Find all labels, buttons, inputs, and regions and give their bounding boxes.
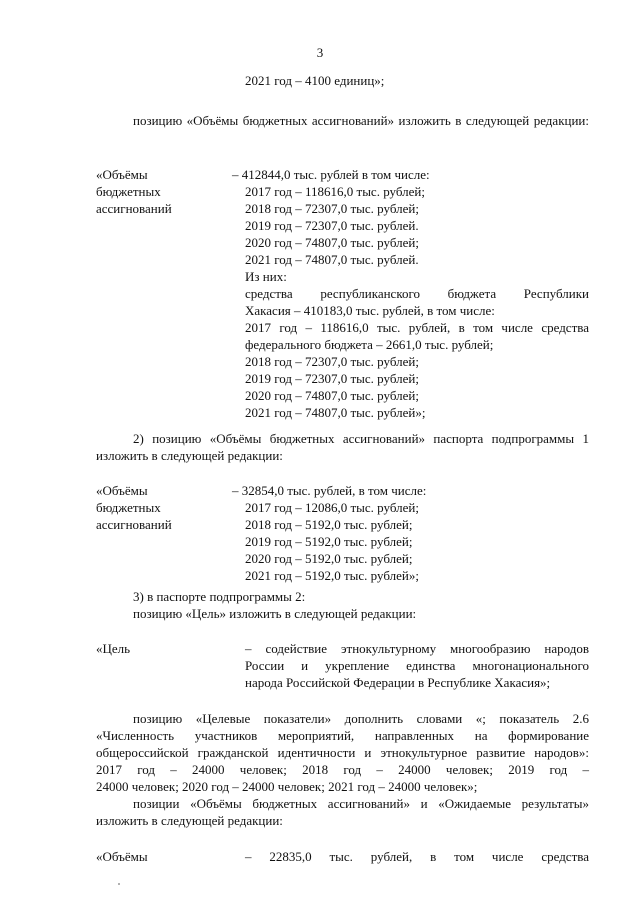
label-line: ассигнований [96, 201, 172, 216]
paragraph-text: позицию «Целевые показатели» дополнить словами «; показатель 2.6 [133, 711, 589, 726]
block1-label [96, 166, 172, 217]
block3-label: «Цель [96, 641, 131, 656]
label-line: бюджетных [96, 500, 161, 515]
value-text: – 22835,0 тыс. рублей, в том числе средства [245, 849, 589, 864]
paragraph-line [96, 727, 589, 744]
value-line: народа Российской Федерации в Республике Хакасия»; [245, 675, 551, 690]
value-line: 2018 год – 72307,0 тыс. рублей; [245, 201, 419, 216]
paragraph-line [133, 795, 589, 812]
block1-values [232, 166, 430, 285]
value-line [245, 657, 589, 674]
paragraph-text: «Численность участников мероприятий, направленных на формирование [96, 728, 589, 743]
value-line: Из них: [245, 269, 287, 284]
paragraph-line: 24000 человек; 2020 год – 24000 человек; 2021 год – 24000 человек»; [96, 779, 478, 794]
paragraph-line [96, 761, 589, 778]
block2-label [96, 482, 172, 533]
value-line: федерального бюджета – 2661,0 тыс. рублей; [245, 337, 494, 352]
paragraph-line: изложить в следующей редакции: [96, 813, 283, 828]
value-line: 2018 год – 72307,0 тыс. рублей; [245, 354, 419, 369]
value-line [245, 319, 589, 336]
label-line: ассигнований [96, 517, 172, 532]
paragraph-text: общероссийской гражданской идентичности и этнокультурное развитие народов»: [96, 745, 589, 760]
paragraph-text: 2) позицию «Объёмы бюджетных ассигнований» паспорта подпрограммы 1 [133, 431, 589, 446]
paragraph-line: позицию «Цель» изложить в следующей редакции: [133, 606, 417, 621]
block2-values [232, 482, 426, 584]
value-line: – 412844,0 тыс. рублей в том числе: [232, 167, 430, 182]
top-line: 2021 год – 4100 единиц»; [245, 73, 385, 88]
value-line: 2019 год – 5192,0 тыс. рублей; [245, 534, 413, 549]
value-text: средства республиканского бюджета Республики [245, 286, 589, 301]
value-line: 2021 год – 74807,0 тыс. рублей. [245, 252, 419, 267]
value-line: 2020 год – 74807,0 тыс. рублей; [245, 235, 419, 250]
block4-label: «Объёмы [96, 849, 148, 864]
value-line: 2017 год – 118616,0 тыс. рублей; [245, 184, 425, 199]
label-line: бюджетных [96, 184, 161, 199]
block1-values-2 [245, 353, 425, 421]
value-line: 2021 год – 5192,0 тыс. рублей»; [245, 568, 419, 583]
paragraph-line [133, 430, 589, 447]
label-line: «Объёмы [96, 483, 148, 498]
value-line [245, 285, 589, 302]
value-line [245, 640, 589, 657]
value-text: России и укрепление единства многонационального [245, 658, 589, 673]
value-line: 2019 год – 72307,0 тыс. рублей; [245, 371, 419, 386]
value-line: 2019 год – 72307,0 тыс. рублей. [245, 218, 419, 233]
value-line: 2017 год – 12086,0 тыс. рублей; [245, 500, 419, 515]
value-line: – 32854,0 тыс. рублей, в том числе: [232, 483, 427, 498]
paragraph-text: 2017 год – 24000 человек; 2018 год – 24000 человек; 2019 год – [96, 762, 589, 777]
paragraph-text: позиции «Объёмы бюджетных ассигнований» и «Ожидаемые результаты» [133, 796, 589, 811]
value-text: – содействие этнокультурному многообразию народов [245, 641, 589, 656]
paragraph-line [96, 744, 589, 761]
value-line [245, 848, 589, 865]
value-line: 2020 год – 74807,0 тыс. рублей; [245, 388, 419, 403]
label-line: «Объёмы [96, 167, 148, 182]
value-text: 2017 год – 118616,0 тыс. рублей, в том числе средства [245, 320, 589, 335]
scan-dot [118, 883, 120, 885]
value-line: 2020 год – 5192,0 тыс. рублей; [245, 551, 413, 566]
paragraph-line: 3) в паспорте подпрограммы 2: [133, 589, 306, 604]
page-number: 3 [316, 45, 324, 60]
value-line: 2018 год – 5192,0 тыс. рублей; [245, 517, 413, 532]
value-line: 2021 год – 74807,0 тыс. рублей»; [245, 405, 426, 420]
paragraph-line [133, 710, 589, 727]
value-line: Хакасия – 410183,0 тыс. рублей, в том числе: [245, 303, 495, 318]
paragraph-line: изложить в следующей редакции: [96, 448, 283, 463]
paragraph-text: позицию «Объёмы бюджетных ассигнований» изложить в следующей редакции: [133, 113, 589, 128]
paragraph-line [133, 112, 589, 129]
